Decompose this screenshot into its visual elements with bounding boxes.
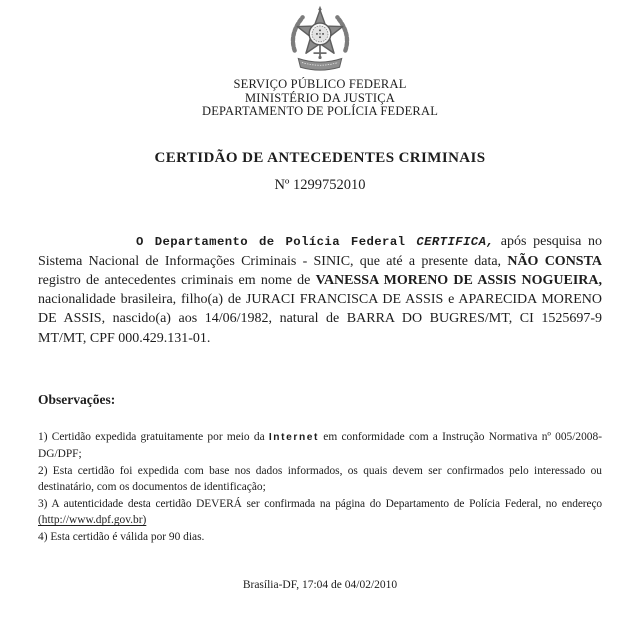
letterhead xyxy=(0,78,640,119)
body-segment-search: após pesquisa no Sistema Nacional de Informações Criminais - SINIC, que até a presente data, xyxy=(38,233,602,269)
observation-item-1 xyxy=(38,429,602,463)
observation-item-3-url-line xyxy=(38,512,602,529)
letterhead-line-ministerio: MINISTÉRIO DA JUSTIÇA xyxy=(244,90,396,105)
place-date-line: Brasília-DF, 17:04 de 04/02/2010 xyxy=(242,579,398,592)
letterhead-line-departamento: DEPARTAMENTO DE POLÍCIA FEDERAL xyxy=(201,104,439,118)
observation-item-2: 2) Esta certidão foi expedida com base nos dados informados, os quais devem ser confirmados pelo interessado ou destinatário, com os documentos de identificação; xyxy=(38,464,602,494)
coat-of-arms-icon xyxy=(283,5,357,73)
observation-item-4: 4) Esta certidão é válida por 90 dias. xyxy=(38,530,205,543)
observations-list xyxy=(38,429,602,546)
observations-heading: Observações: xyxy=(38,391,116,407)
certificate-title: CERTIDÃO DE ANTECEDENTES CRIMINAIS xyxy=(154,149,486,166)
observation-item-3: 3) A autenticidade desta certidão DEVERÁ ser confirmada na página do Departamento de Polícia Federal, no endereço xyxy=(38,497,602,510)
certificate-number: Nº 1299752010 xyxy=(274,176,366,193)
observation-item-1-post: em conformidade com a Instrução Normativa nº 005/2008-DG/DPF; xyxy=(38,430,602,461)
body-segment-details: nacionalidade brasileira, filho(a) de JURACI FRANCISCA DE ASSIS e APARECIDA MORENO DE ASSIS, nascido(a) aos 14/06/1982, natural de BARRA DO BUGRES/MT, CI 1525697-9 MT/MT, CPF 000.429.131-01. xyxy=(38,292,602,346)
dpf-url-text: (http://www.dpf.gov.br) xyxy=(38,514,147,527)
certificate-page xyxy=(0,5,640,642)
letterhead-line-servico-publico: SERVIÇO PÚBLICO FEDERAL xyxy=(233,77,407,91)
person-name: VANESSA MORENO DE ASSIS NOGUEIRA, xyxy=(315,272,602,288)
certifica-keyword: CERTIFICA, xyxy=(416,234,495,249)
issuing-org-text: O Departamento de Polícia Federal xyxy=(136,234,417,249)
observation-item-1-pre: 1) Certidão expedida gratuitamente por meio da xyxy=(38,430,269,443)
certificate-body-text xyxy=(38,232,602,348)
internet-emphasis: Internet xyxy=(268,431,320,443)
nao-consta-emphasis: NÃO CONSTA xyxy=(507,253,603,269)
body-segment-record: registro de antecedentes criminais em nome de xyxy=(38,272,316,288)
